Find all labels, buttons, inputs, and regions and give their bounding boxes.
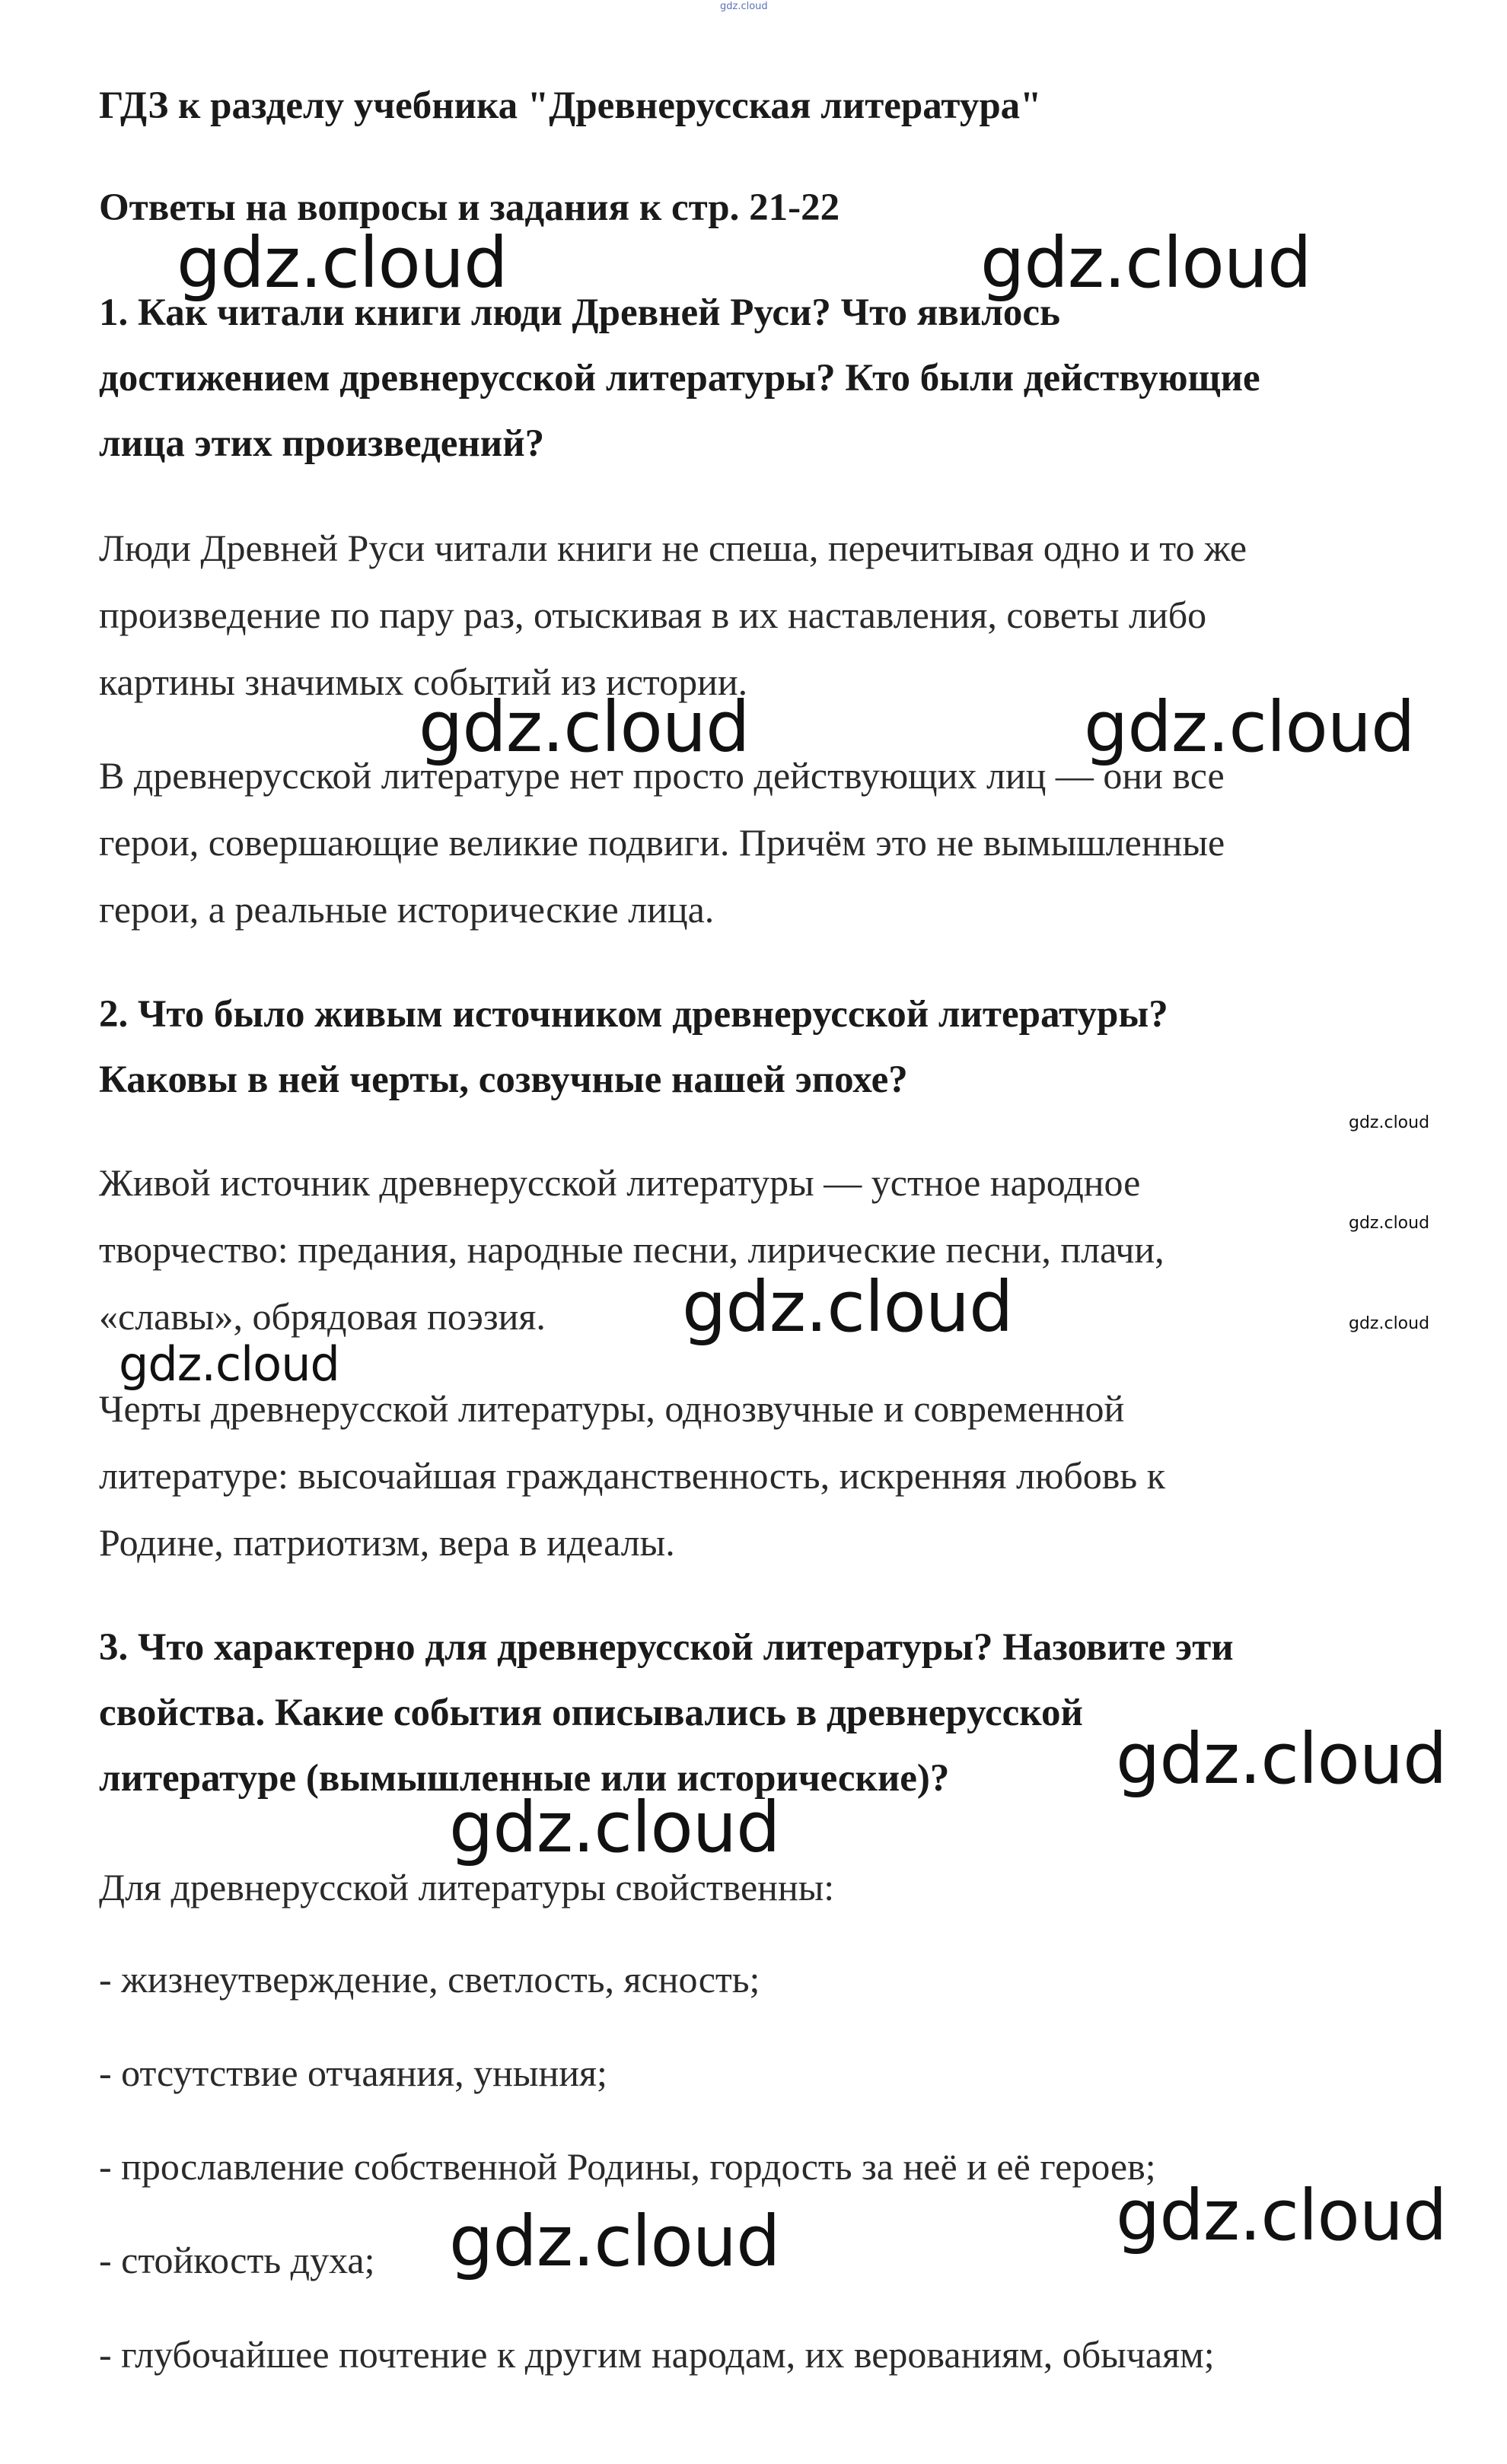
watermark: gdz.cloud: [1349, 1113, 1430, 1132]
answer-line: картины значимых событий из истории.: [99, 661, 748, 703]
answer-line: Черты древнерусской литературы, однозвучные и современной: [99, 1387, 1125, 1430]
watermark: gdz.cloud: [1349, 1214, 1430, 1233]
page-title: ГДЗ к разделу учебника "Древнерусская литература": [99, 84, 1042, 127]
answer-line: герои, а реальные исторические лица.: [99, 888, 715, 931]
answer-line: творчество: предания, народные песни, лирические песни, плачи,: [99, 1228, 1164, 1271]
question-2-line: Каковы в ней черты, созвучные нашей эпохе?: [99, 1059, 908, 1101]
answer-line: литературе: высочайшая гражданственность, искренняя любовь к: [99, 1454, 1166, 1497]
question-1-line: лица этих произведений?: [99, 422, 545, 465]
question-2: [99, 982, 1168, 1113]
watermark: gdz.cloud: [177, 222, 508, 304]
list-item: - глубочайшее почтение к другим народам, их верованиям, обычаям;: [99, 2333, 1215, 2376]
question-1-line: 1. Как читали книги люди Древней Руси? Что явилось: [99, 291, 1060, 334]
answer-2-paragraph-2: [99, 1375, 1165, 1576]
question-3: [99, 1615, 1234, 1811]
page-subtitle: Ответы на вопросы и задания к стр. 21-22: [99, 186, 840, 229]
answer-line: Люди Древней Руси читали книги не спеша, перечитывая одно и то же: [99, 527, 1247, 569]
watermark: gdz.cloud: [119, 1336, 339, 1392]
answer-line: Живой источник древнерусской литературы — устное народное: [99, 1161, 1141, 1204]
answer-1-paragraph-1: [99, 514, 1247, 715]
watermark: gdz.cloud: [449, 1787, 780, 1868]
list-item: - стойкость духа;: [99, 2239, 375, 2281]
answer-line: герои, совершающие великие подвиги. Причём это не вымышленные: [99, 821, 1225, 864]
watermark: gdz.cloud: [1116, 2175, 1447, 2256]
watermark: gdz.cloud: [1349, 1314, 1430, 1333]
answer-1-paragraph-2: [99, 742, 1225, 943]
list-item: - прославление собственной Родины, гордость за неё и её героев;: [99, 2145, 1156, 2188]
question-1: [99, 280, 1260, 476]
question-1-line: достижением древнерусской литературы? Кто были действующие: [99, 357, 1260, 400]
watermark: gdz.cloud: [720, 1, 768, 12]
answer-line: произведение по пару раз, отыскивая в их наставления, советы либо: [99, 594, 1207, 636]
list-item: - жизнеутверждение, светлость, ясность;: [99, 1958, 760, 2001]
watermark: gdz.cloud: [682, 1266, 1013, 1348]
question-2-line: 2. Что было живым источником древнерусской литературы?: [99, 993, 1168, 1036]
watermark: gdz.cloud: [1084, 686, 1415, 768]
watermark: gdz.cloud: [980, 222, 1311, 304]
question-3-line: литературе (вымышленные или исторические)?: [99, 1757, 950, 1800]
watermark: gdz.cloud: [449, 2201, 780, 2282]
question-3-line: свойства. Какие события описывались в древнерусской: [99, 1692, 1083, 1734]
watermark: gdz.cloud: [1116, 1718, 1447, 1800]
watermark: gdz.cloud: [419, 686, 750, 768]
answer-line: «славы», обрядовая поэзия.: [99, 1295, 546, 1338]
list-item: - отсутствие отчаяния, уныния;: [99, 2052, 607, 2094]
question-3-line: 3. Что характерно для древнерусской литературы? Назовите эти: [99, 1626, 1234, 1669]
answer-3-intro: Для древнерусской литературы свойственны:: [99, 1866, 835, 1908]
answer-line: В древнерусской литературе нет просто действующих лиц — они все: [99, 754, 1225, 797]
answer-line: Родине, патриотизм, вера в идеалы.: [99, 1521, 675, 1564]
